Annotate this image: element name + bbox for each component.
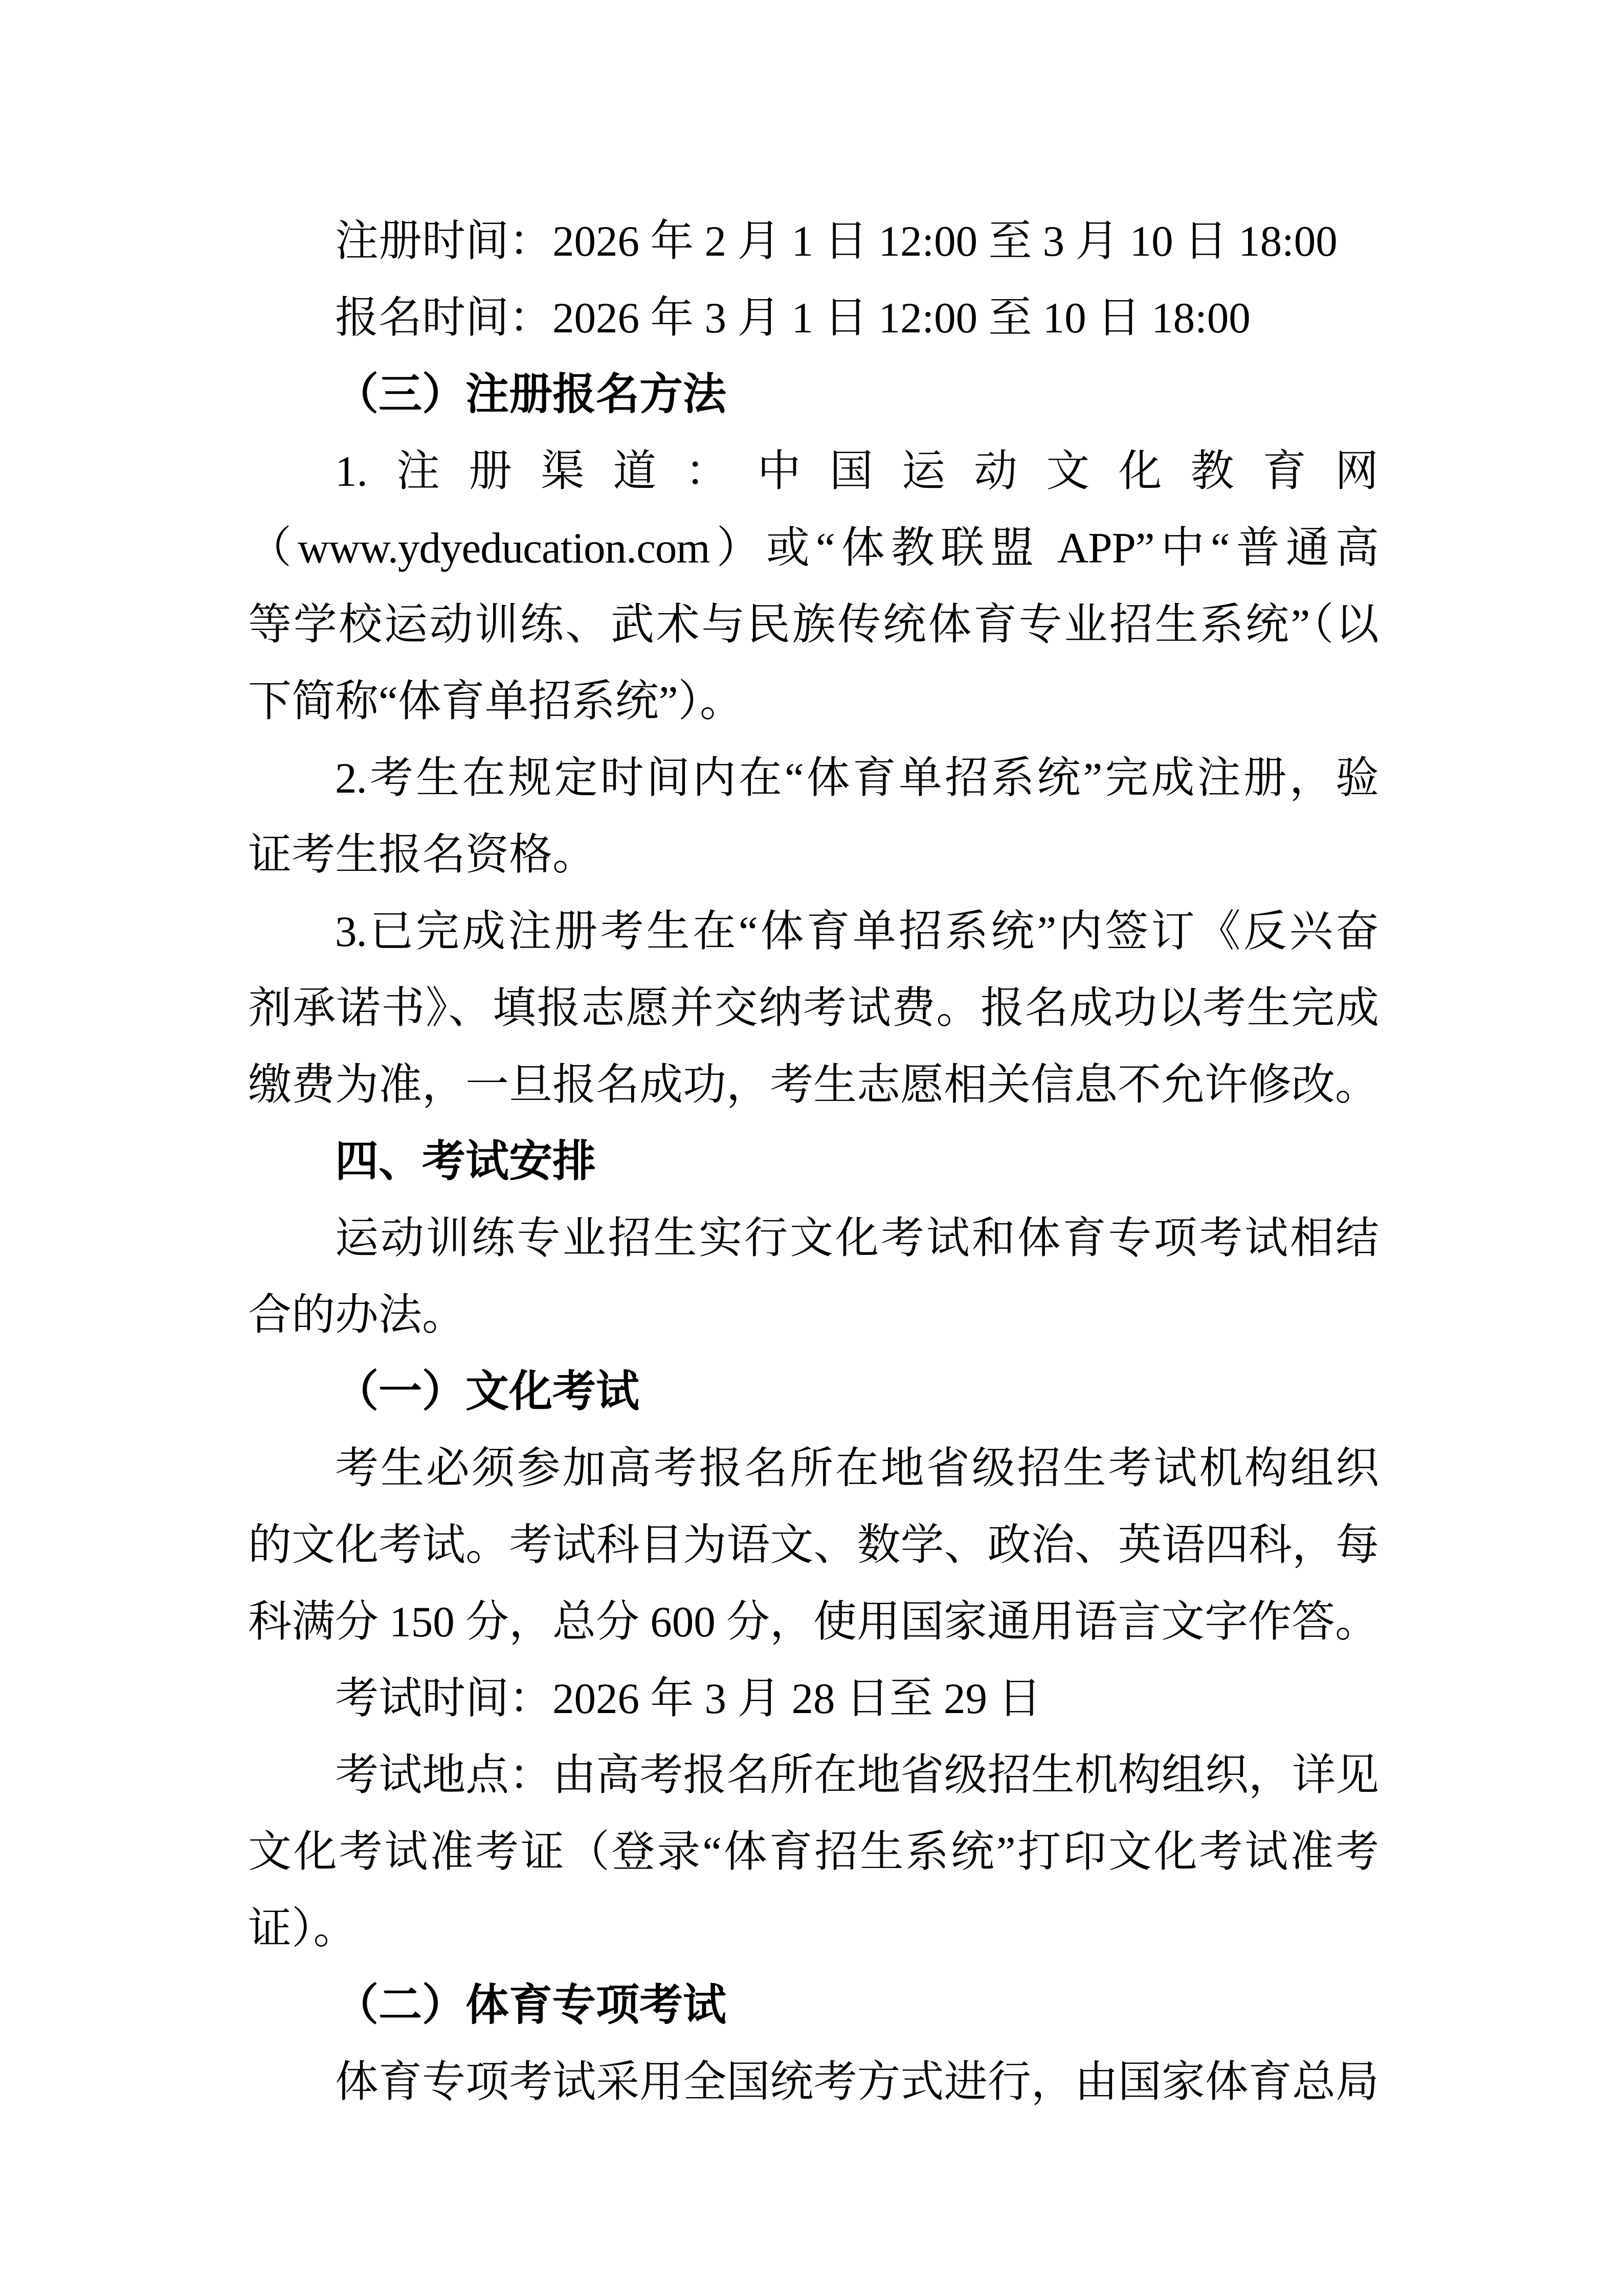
text-line: （www.ydyeducation.com）或“体教联盟 APP”中“普通高 [248, 524, 1378, 572]
text-line: 考生必须参加高考报名所在地省级招生考试机构组织 [335, 1445, 1378, 1493]
text-line: 等学校运动训练、武术与民族传统体育专业招生系统”（以 [248, 601, 1378, 649]
text-line: 合的办法。 [248, 1291, 466, 1339]
text-line: 考试时间：2026 年 3 月 28 日至 29 日 [335, 1675, 1042, 1723]
section-heading: （三）注册报名方法 [335, 371, 727, 419]
text-line: 运动训练专业招生实行文化考试和体育专项考试相结 [335, 1214, 1378, 1263]
text-line: 剂承诺书》、填报志愿并交纳考试费。报名成功以考生完成 [248, 984, 1378, 1032]
text-line: 考试地点：由高考报名所在地省级招生机构组织，详见 [335, 1751, 1378, 1799]
text-line: 证考生报名资格。 [248, 831, 596, 879]
document-text-block [248, 203, 1378, 2121]
text-line: 缴费为准，一旦报名成功，考生志愿相关信息不允许修改。 [248, 1061, 1379, 1109]
text-line: 的文化考试。考试科目为语文、数学、政治、英语四科，每 [248, 1521, 1378, 1569]
text-line: 2.考生在规定时间内在“体育单招系统”完成注册，验 [335, 754, 1378, 802]
text-line: 下简称“体育单招系统”）。 [248, 678, 743, 726]
text-line: 科满分 150 分，总分 600 分，使用国家通用语言文字作答。 [248, 1598, 1379, 1646]
section-heading: 四、考试安排 [335, 1137, 596, 1186]
section-heading: （一）文化考试 [335, 1368, 640, 1416]
section-heading: （二）体育专项考试 [335, 1982, 727, 2030]
text-line: 3.已完成注册考生在“体育单招系统”内签订《反兴奋 [335, 908, 1378, 956]
text-line: 1.注册渠道：中国运动文化教育网 [335, 447, 1378, 496]
text-line: 文化考试准考证（登录“体育招生系统”打印文化考试准考 [248, 1828, 1378, 1876]
text-line: 证）。 [248, 1905, 357, 1953]
text-line: 注册时间：2026 年 2 月 1 日 12:00 至 3 月 10 日 18:00 [335, 217, 1338, 265]
text-line: 体育专项考试采用全国统考方式进行，由国家体育总局 [335, 2058, 1378, 2106]
text-line: 报名时间：2026 年 3 月 1 日 12:00 至 10 日 18:00 [335, 294, 1251, 342]
